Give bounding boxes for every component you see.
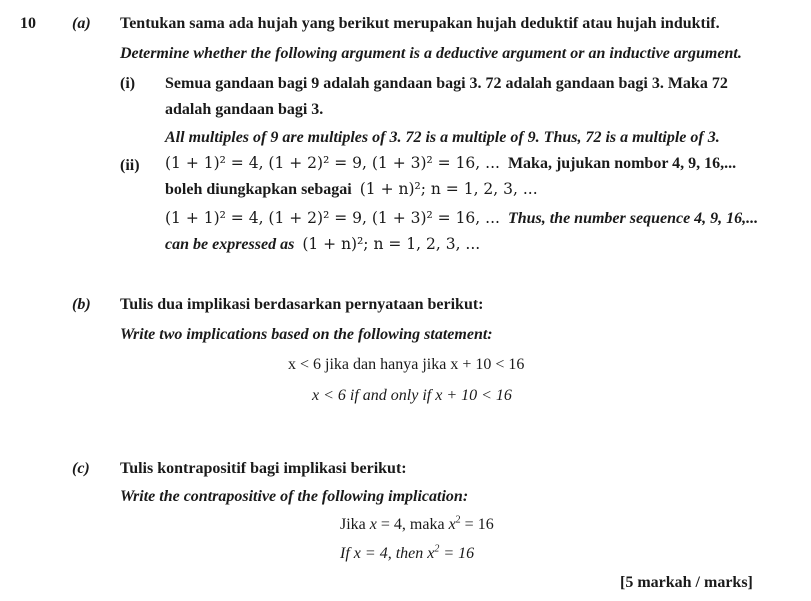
item-ii-ms-line2-text: boleh diungkapkan sebagai — [165, 181, 352, 198]
item-ii-label: (ii) — [120, 157, 140, 174]
question-number: 10 — [20, 15, 36, 32]
part-a-label: (a) — [72, 15, 91, 32]
part-b-statement-en: x < 6 if and only if x + 10 < 16 — [312, 387, 512, 404]
part-b-statement-ms: x < 6 jika dan hanya jika x + 10 < 16 — [288, 356, 525, 373]
item-ii-ms-line1 — [165, 156, 736, 172]
item-ii-ms-line2 — [165, 182, 538, 198]
item-ii-ms-line2-math: (1 + n)²; n = 1, 2, 3, ... — [359, 180, 538, 198]
item-ii-ms-line1-math: (1 + 1)² = 4, (1 + 2)² = 9, (1 + 3)² = 16, ... — [165, 154, 500, 172]
part-c-statement-ms: Jika x = 4, maka $x^2 = 16$ — [340, 514, 494, 533]
part-c-instruction-ms: Tulis kontrapositif bagi implikasi berikut: — [120, 460, 407, 477]
marks-label: [5 markah / marks] — [620, 574, 753, 591]
item-ii-en-line2-math: (1 + n)²; n = 1, 2, 3, ... — [302, 235, 481, 253]
item-i-ms-line2: adalah gandaan bagi 3. — [165, 101, 324, 118]
item-ii-en-line1-text: Thus, the number sequence 4, 9, 16,... — [507, 210, 759, 227]
part-a-instruction-en: Determine whether the following argument is a deductive argument or an inductive argument. — [120, 45, 742, 62]
item-ii-en-line1-math: (1 + 1)² = 4, (1 + 2)² = 9, (1 + 3)² = 16, ... — [165, 209, 500, 227]
item-i-en: All multiples of 9 are multiples of 3. 72 is a multiple of 9. Thus, 72 is a multiple of 3. — [165, 129, 720, 146]
item-i-ms-line1: Semua gandaan bagi 9 adalah gandaan bagi 3. 72 adalah gandaan bagi 3. Maka 72 — [165, 75, 728, 92]
item-ii-en-line2-text: can be expressed as — [165, 236, 295, 253]
item-ii-en-line1 — [165, 211, 758, 227]
part-b-instruction-en: Write two implications based on the following statement: — [120, 326, 493, 343]
item-i-label: (i) — [120, 75, 136, 92]
part-a-instruction-ms: Tentukan sama ada hujah yang berikut merupakan hujah deduktif atau hujah induktif. — [120, 15, 720, 32]
part-b-label: (b) — [72, 296, 91, 313]
item-ii-en-line2 — [165, 237, 480, 253]
item-ii-ms-line1-text: Maka, jujukan nombor 4, 9, 16,... — [507, 155, 737, 172]
part-c-label: (c) — [72, 460, 90, 477]
part-c-statement-en: If x = 4, then $x^2 = 16$ — [340, 543, 475, 562]
part-b-instruction-ms: Tulis dua implikasi berdasarkan pernyataan berikut: — [120, 296, 484, 313]
part-c-instruction-en: Write the contrapositive of the following implication: — [120, 488, 469, 505]
